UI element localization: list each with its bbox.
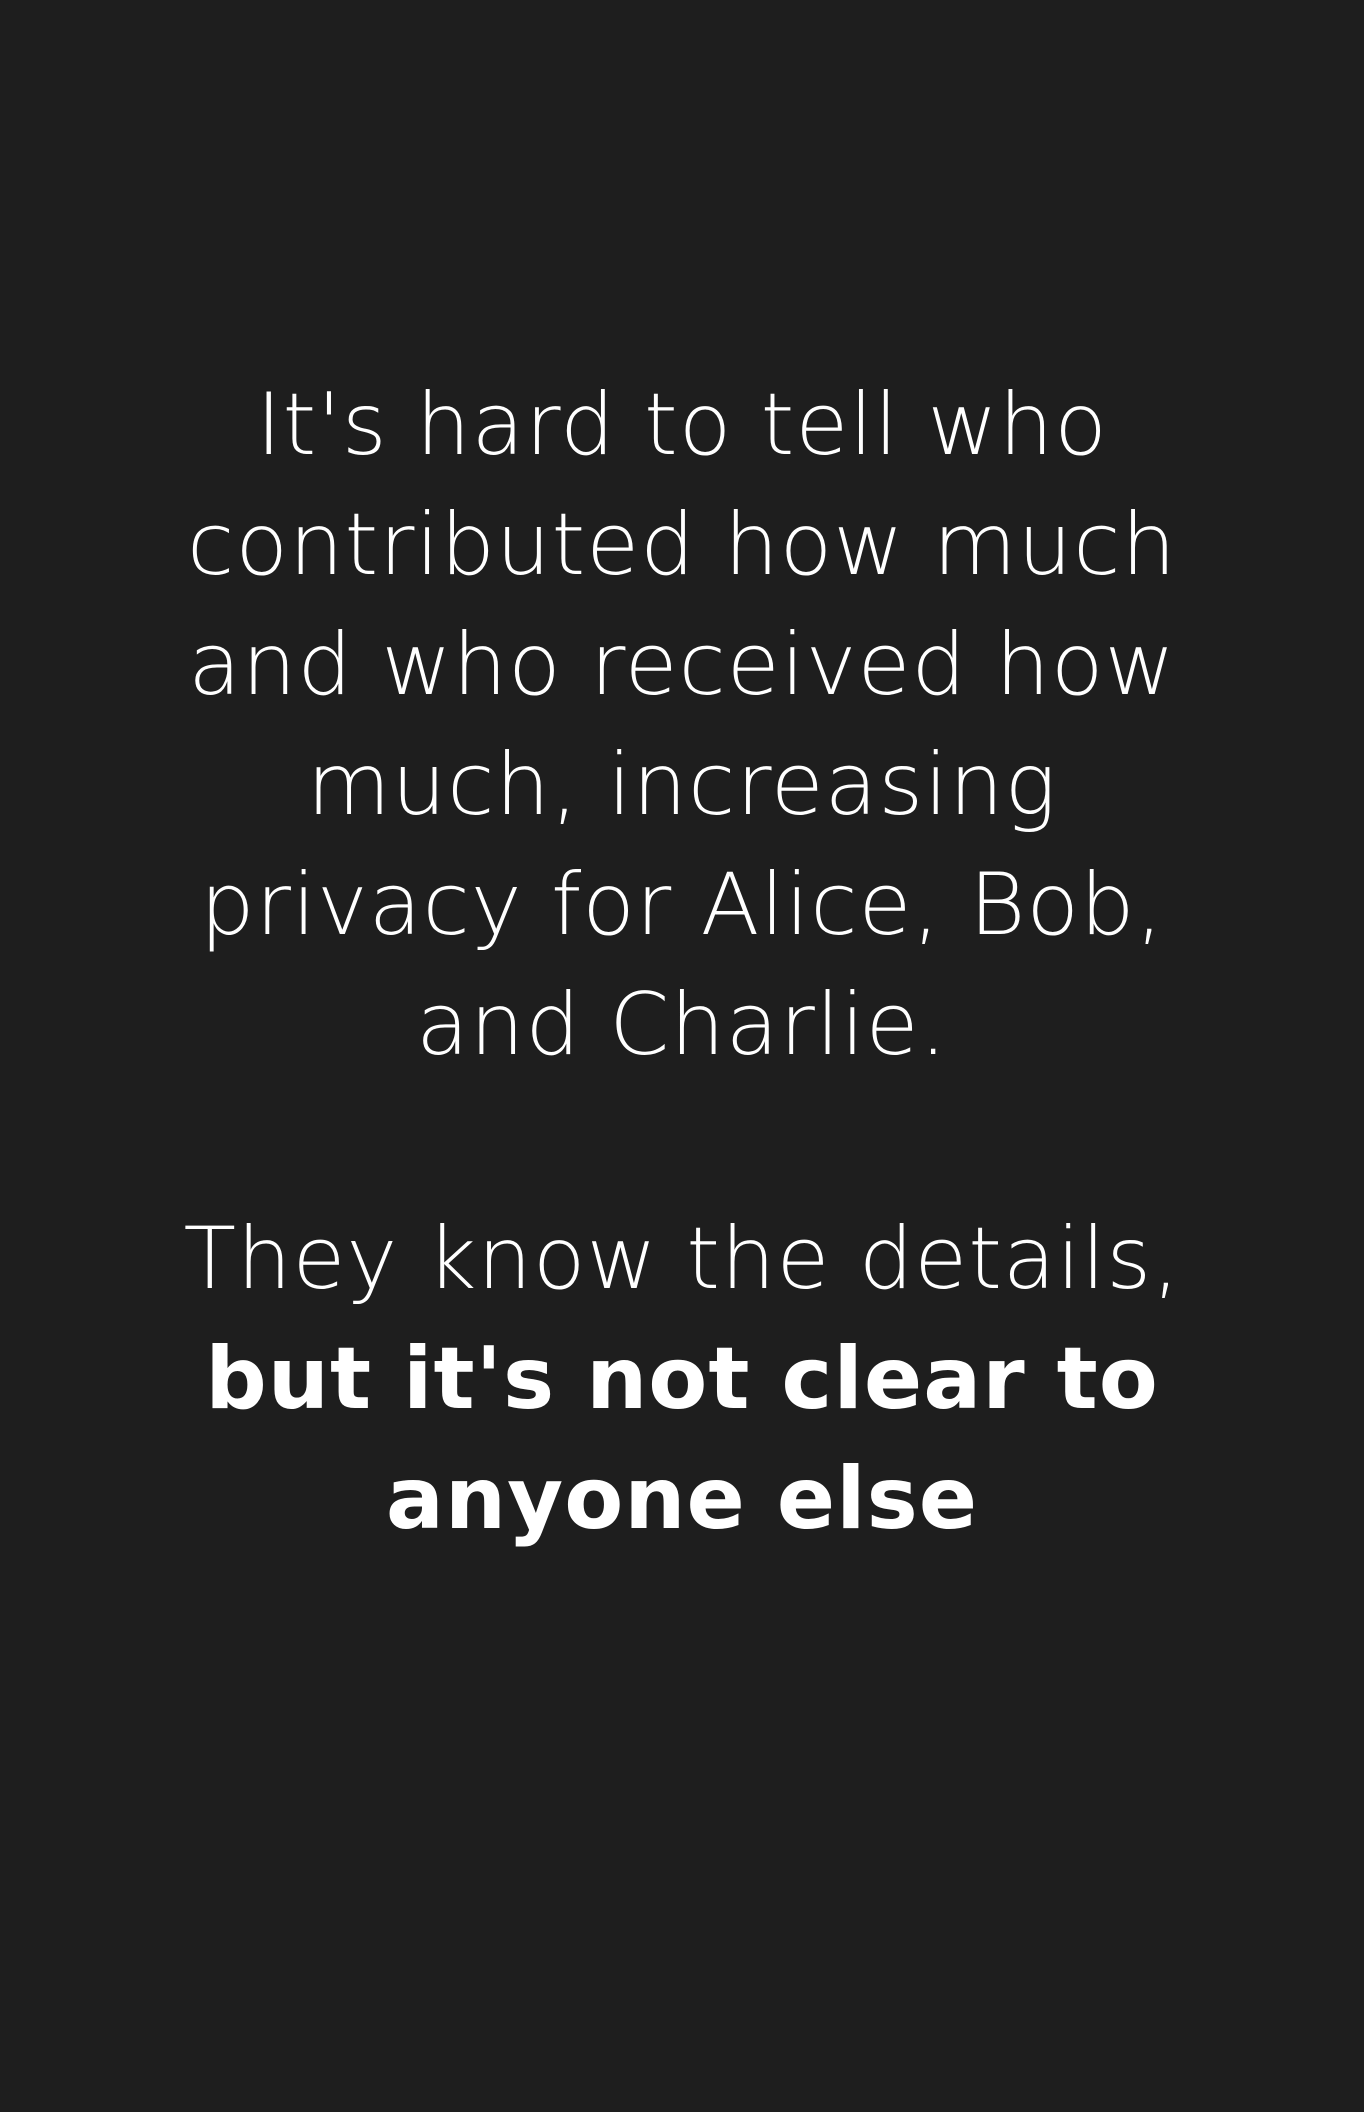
explanation-line: and who received how bbox=[188, 615, 1176, 715]
conclusion-bold-line: but it's not clear to bbox=[205, 1329, 1159, 1429]
explanation-text bbox=[0, 365, 1364, 1085]
conclusion-text bbox=[0, 1199, 1364, 1559]
explanation-line: much, increasing bbox=[306, 735, 1058, 835]
explanation-line: It's hard to tell who bbox=[256, 375, 1108, 475]
conclusion-paragraph bbox=[0, 1199, 1364, 1559]
explanation-line: privacy for Alice, Bob, bbox=[200, 855, 1164, 955]
conclusion-regular-line: They know the details, bbox=[183, 1209, 1181, 1309]
explanation-line: contributed how much bbox=[187, 495, 1177, 595]
explanation-paragraph bbox=[0, 365, 1364, 1085]
explanation-line: and Charlie. bbox=[416, 975, 948, 1075]
conclusion-bold-line: anyone else bbox=[385, 1449, 979, 1549]
